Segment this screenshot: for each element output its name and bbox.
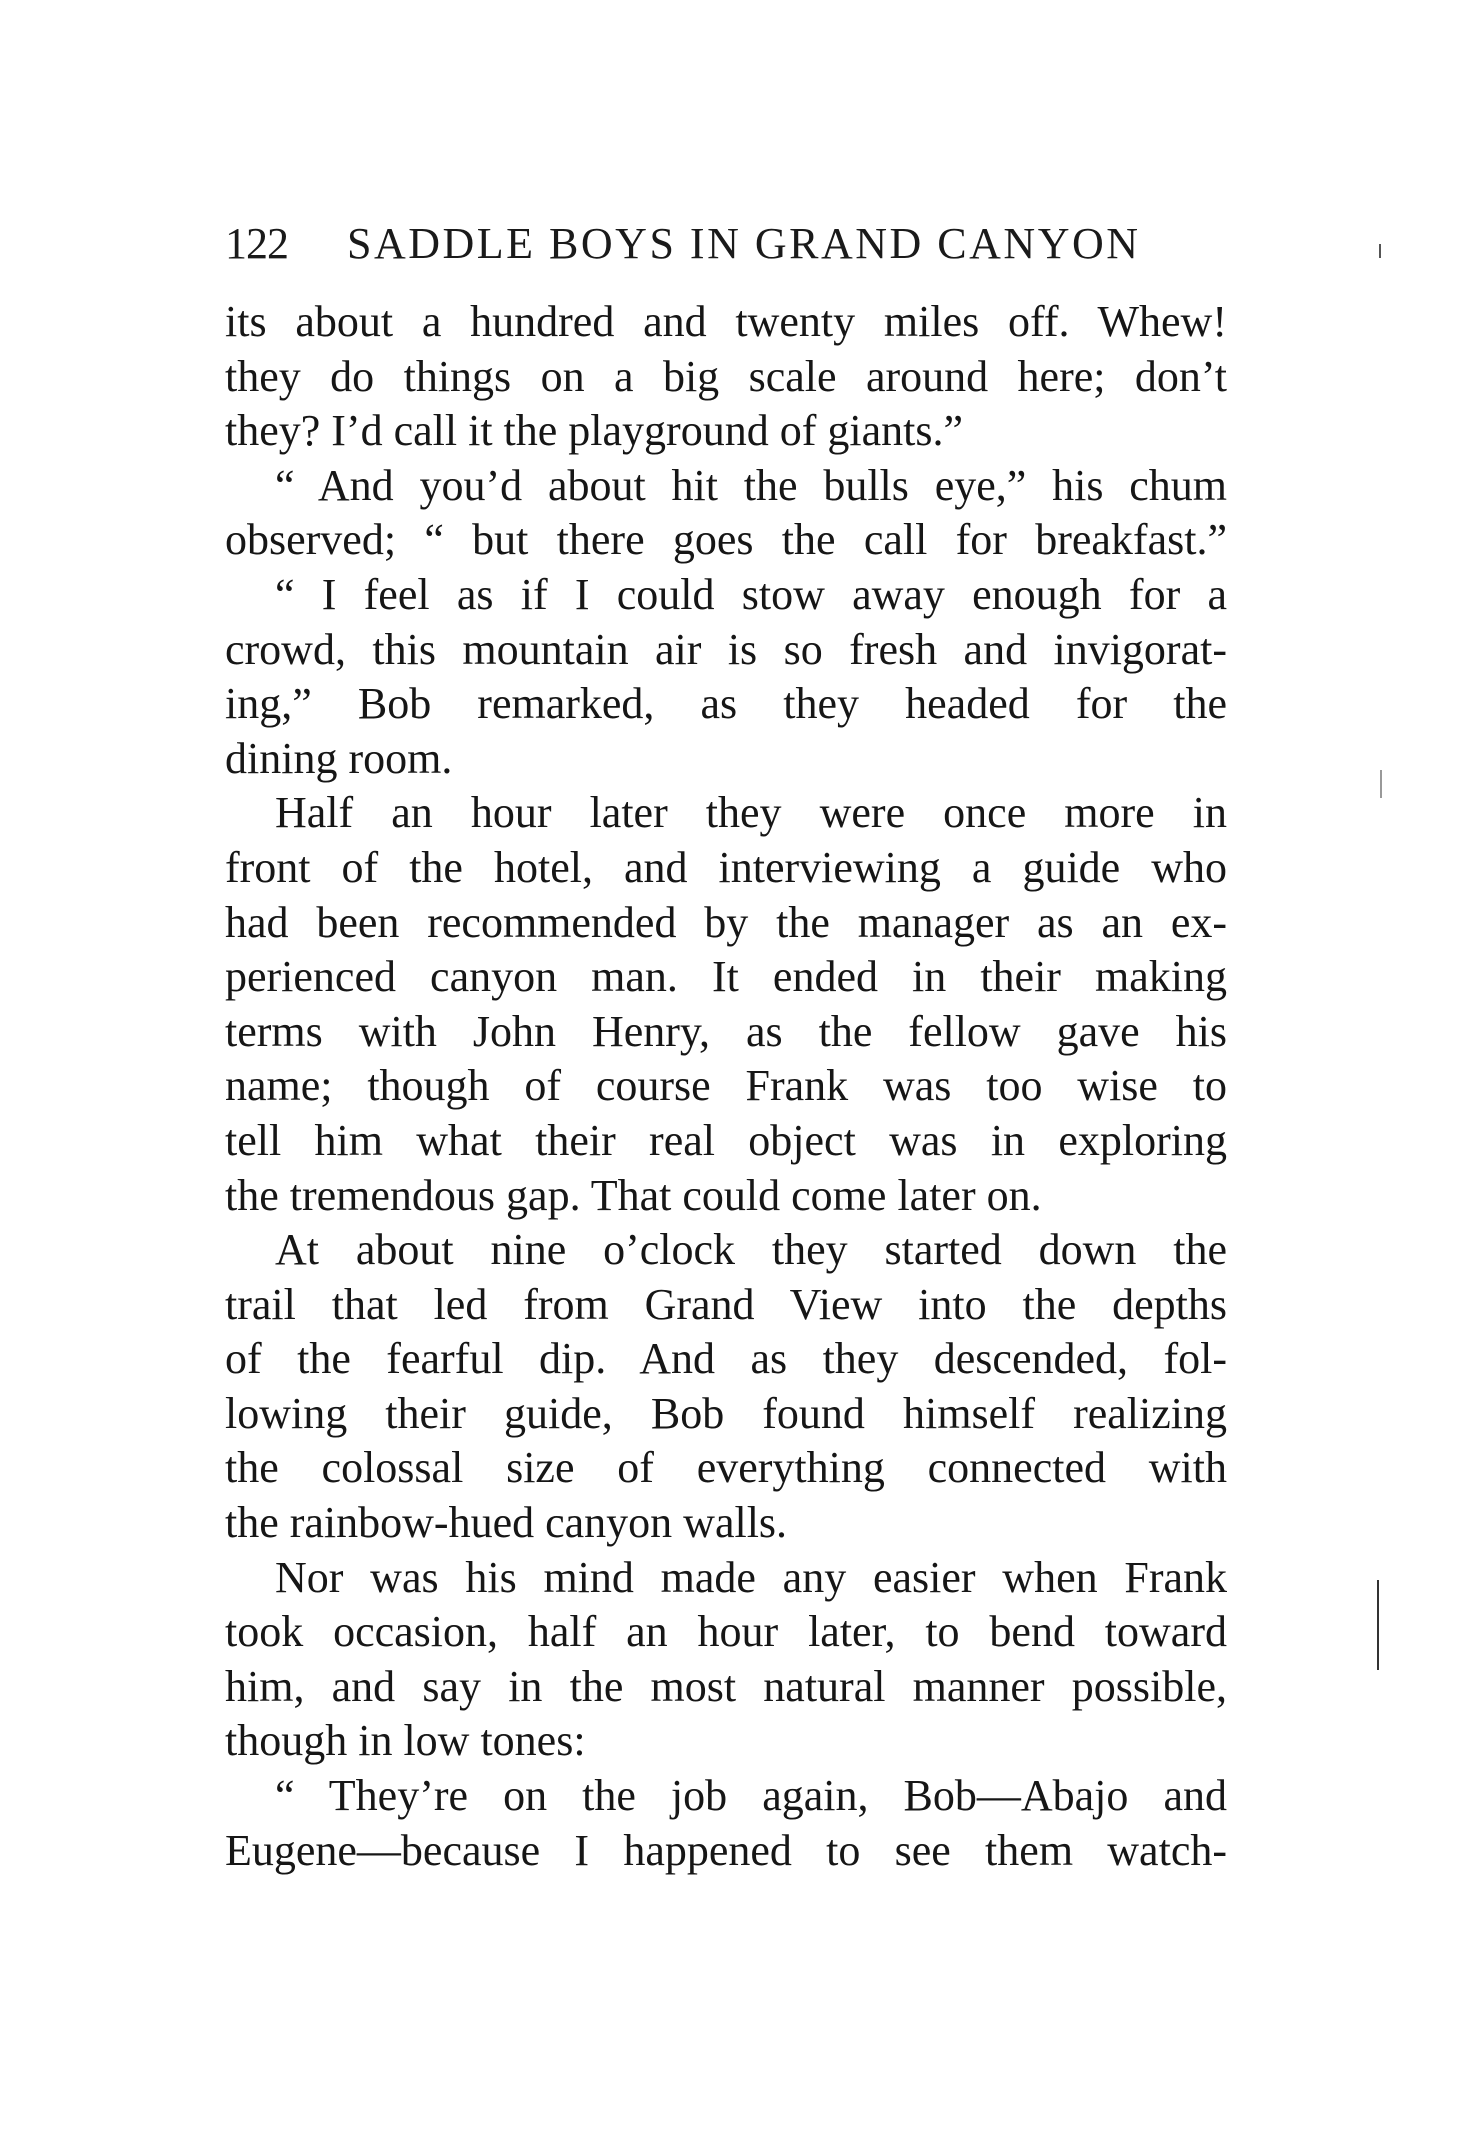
- page-number: 122: [225, 219, 288, 268]
- text-line: its about a hundred and twenty miles off. Whew!: [225, 297, 1227, 346]
- text-line: lowing their guide, Bob found himself realizing: [225, 1388, 1227, 1438]
- text-line: perienced canyon man. It ended in their making: [225, 952, 1227, 1002]
- text-line: “ They’re on the job again, Bob—Abajo and: [275, 1771, 1227, 1821]
- body-text: [225, 295, 1227, 1878]
- scan-margin-mark: [1377, 1580, 1379, 1670]
- text-line: front of the hotel, and interviewing a guide who: [225, 842, 1227, 892]
- text-line: the rainbow-hued canyon walls.: [225, 1498, 788, 1548]
- text-line: took occasion, half an hour later, to bend toward: [225, 1607, 1227, 1657]
- text-line: though in low tones:: [225, 1716, 586, 1766]
- text-line: observed; “ but there goes the call for breakfast.”: [225, 515, 1227, 565]
- text-line: of the fearful dip. And as they descended, fol-: [225, 1334, 1227, 1384]
- scan-margin-mark: [1380, 770, 1382, 798]
- text-line: Half an hour later they were once more in: [275, 788, 1227, 838]
- text-line: they? I’d call it the playground of giants.”: [225, 406, 963, 456]
- text-line: tell him what their real object was in exploring: [225, 1115, 1227, 1165]
- text-line: At about nine o’clock they started down the: [275, 1225, 1227, 1275]
- text-line: him, and say in the most natural manner possible,: [225, 1661, 1227, 1711]
- text-line: “ And you’d about hit the bulls eye,” his chum: [275, 460, 1227, 510]
- running-title: SADDLE BOYS IN GRAND CANYON: [347, 219, 1141, 268]
- text-line: they do things on a big scale around here; don’t: [225, 351, 1227, 401]
- text-line: name; though of course Frank was too wise to: [225, 1061, 1227, 1111]
- text-line: the colossal size of everything connected with: [225, 1443, 1227, 1493]
- text-line: “ I feel as if I could stow away enough for a: [275, 569, 1227, 619]
- text-line: crowd, this mountain air is so fresh and invigorat-: [225, 624, 1227, 674]
- scan-margin-mark: [1379, 244, 1381, 258]
- text-line: Nor was his mind made any easier when Frank: [275, 1552, 1227, 1602]
- text-line: the tremendous gap. That could come later on.: [225, 1170, 1042, 1220]
- text-line: ing,” Bob remarked, as they headed for the: [225, 679, 1227, 729]
- text-line: dining room.: [225, 733, 453, 783]
- text-line: Eugene—because I happened to see them watch-: [225, 1825, 1227, 1875]
- text-line: terms with John Henry, as the fellow gave his: [225, 1006, 1227, 1056]
- text-line: trail that led from Grand View into the depths: [225, 1279, 1227, 1329]
- page-header: [225, 218, 1225, 274]
- text-line: had been recommended by the manager as an ex-: [225, 897, 1227, 947]
